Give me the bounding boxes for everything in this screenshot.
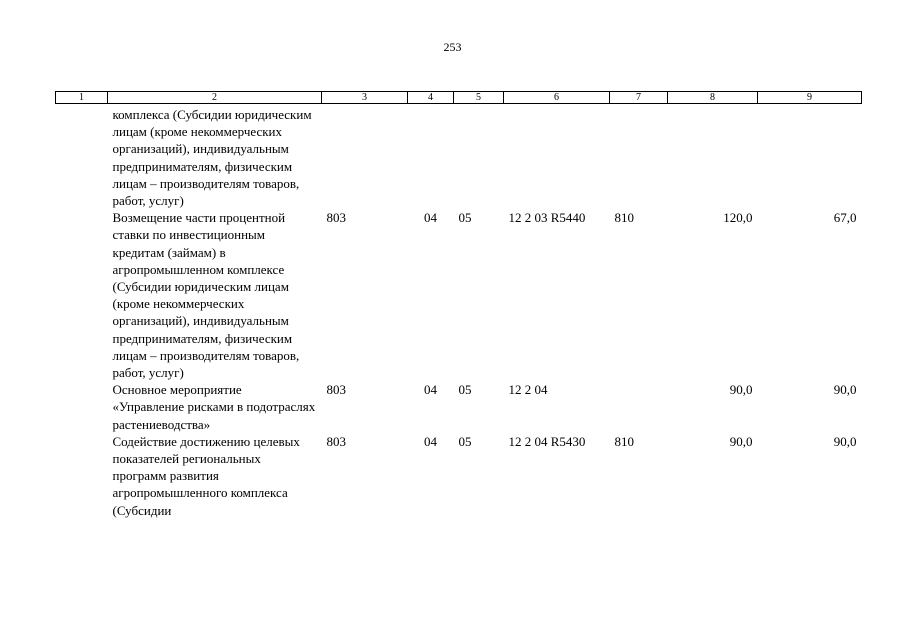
- cell-col-5: 05: [458, 382, 472, 398]
- cell-col-6: 12 2 04: [508, 382, 548, 398]
- header-col-8: 8: [668, 92, 758, 104]
- header-col-5: 5: [454, 92, 504, 104]
- table-row: [56, 209, 862, 381]
- cell-col-3: 803: [326, 433, 346, 449]
- cell-col-4: 04: [424, 382, 437, 398]
- cell-col-5: 05: [458, 433, 472, 449]
- cell-col-7: 810: [614, 433, 634, 449]
- page-number: 253: [443, 40, 462, 54]
- header-col-7: 7: [610, 92, 668, 104]
- cell-description: комплекса (Субсидии юридическим лицам (кроме некоммерческих организаций), индивидуальным предпринимателям, физическим лицам – производителям товаров, работ, услуг): [112, 107, 312, 209]
- cell-col-6: [504, 104, 610, 210]
- cell-col-9: [758, 104, 862, 210]
- cell-col-8: 120,0: [723, 210, 753, 226]
- cell-col-1: [56, 381, 108, 433]
- cell-description: Возмещение части процентной ставки по инвестиционным кредитам (займам) в агропромышленном комплексе (Субсидии юридическим лицам (кроме некоммерческих организаций), индивидуальным предпринимателям, физическим лицам – производителям товаров, работ, услуг): [112, 210, 300, 381]
- cell-col-9: 90,0: [833, 382, 857, 398]
- cell-col-1: [56, 209, 108, 381]
- cell-col-5: [454, 104, 504, 210]
- cell-col-3: 803: [326, 382, 346, 398]
- cell-description: Содействие достижению целевых показателей региональных программ развития агропромышленного комплекса (Субсидии: [112, 433, 300, 518]
- cell-col-7: [610, 381, 668, 433]
- cell-col-4: [408, 104, 454, 210]
- cell-col-5: 05: [458, 210, 472, 226]
- cell-description: Основное мероприятие «Управление рисками в подотраслях растениеводства»: [112, 382, 316, 432]
- cell-col-1: [56, 433, 108, 519]
- cell-col-3: 803: [326, 210, 346, 226]
- cell-col-6: 12 2 04 R5430: [508, 433, 586, 449]
- cell-col-4: 04: [424, 210, 437, 226]
- cell-col-9: 90,0: [833, 433, 857, 449]
- cell-col-1: [56, 104, 108, 210]
- table-row: [56, 104, 862, 210]
- cell-col-3: [322, 104, 408, 210]
- table-row: [56, 381, 862, 433]
- header-row: [56, 92, 862, 104]
- header-col-1: 1: [56, 92, 108, 104]
- cell-col-7: 810: [614, 210, 634, 226]
- header-col-4: 4: [408, 92, 454, 104]
- cell-col-6: 12 2 03 R5440: [508, 210, 586, 226]
- cell-col-8: 90,0: [729, 382, 753, 398]
- header-col-3: 3: [322, 92, 408, 104]
- cell-col-9: 67,0: [833, 210, 857, 226]
- budget-table: [55, 91, 862, 519]
- cell-col-4: 04: [424, 433, 437, 449]
- cell-col-8: 90,0: [729, 433, 753, 449]
- header-col-9: 9: [758, 92, 862, 104]
- cell-col-7: [610, 104, 668, 210]
- header-col-6: 6: [504, 92, 610, 104]
- cell-col-8: [668, 104, 758, 210]
- table-row: [56, 433, 862, 519]
- header-col-2: 2: [108, 92, 322, 104]
